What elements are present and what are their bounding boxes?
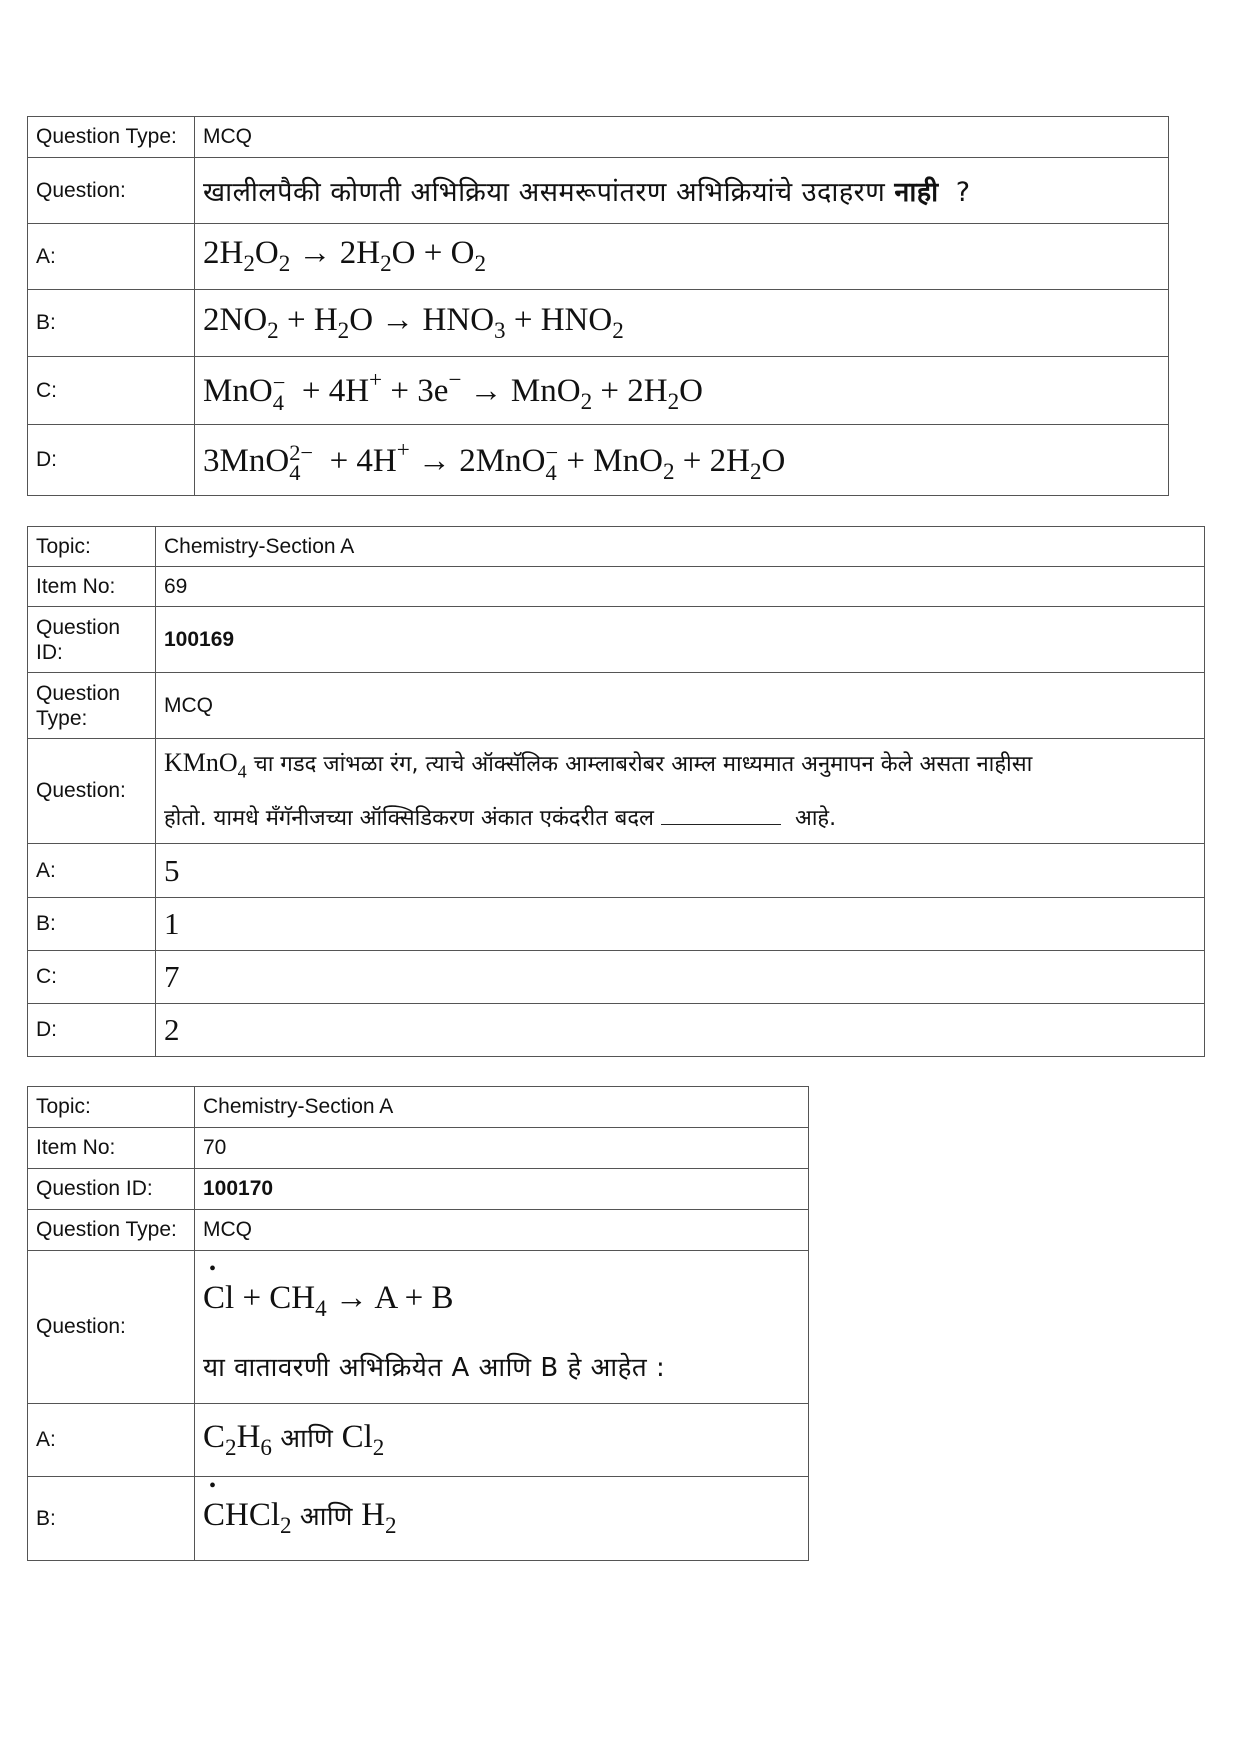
option-d-label: D: [28,425,195,496]
question-label: Question: [28,739,156,844]
topic-label: Topic: [28,527,156,567]
item-no-value: 69 [156,567,1205,607]
question-type-value: MCQ [195,1210,809,1251]
question-type-label: Question Type: [28,673,156,739]
option-a-value: 5 [156,844,1205,898]
option-b-value: 1 [156,898,1205,951]
option-d-label: D: [28,1004,156,1057]
option-a-label: A: [28,844,156,898]
option-a-label: A: [28,1404,195,1477]
question-id-value: 100169 [156,607,1205,673]
question-id-label: Question ID: [28,1169,195,1210]
option-b-label: B: [28,1477,195,1561]
topic-value: Chemistry-Section A [195,1087,809,1128]
question-table-1 [27,116,1169,496]
option-b-label: B: [28,290,195,357]
question-text: खालीलपैकी कोणती अभिक्रिया असमरूपांतरण अभिक्रियांचे उदाहरण नाही ? [195,158,1169,224]
question-equation: • $Cl + CH_4 \to A + B$ [203,1280,800,1322]
topic-value: Chemistry-Section A [156,527,1205,567]
question-type-value: MCQ [195,117,1169,158]
option-c-equation: MnO − 4 + $4H^+ + 3e^- \to MnO_2 + 2H_2O$ [195,357,1169,425]
question-type-value: MCQ [156,673,1205,739]
option-d-value: 2 [156,1004,1205,1057]
item-no-label: Item No: [28,567,156,607]
option-b-equation: • CHCl$_2$ आणि $H_2$ [195,1477,809,1561]
item-no-value: 70 [195,1128,809,1169]
option-c-label: C: [28,951,156,1004]
option-a-equation: $C_2H_6$ आणि $Cl_2$ [195,1404,809,1477]
question-content [195,1251,809,1404]
option-b-label: B: [28,898,156,951]
option-b-equation: $2NO_2 + H_2O \to HNO_3 + HNO_2$ [195,290,1169,357]
question-text: KMnO$_4$ चा गडद जांभळा रंग, त्याचे ऑक्सॅलिक आम्लाबरोबर आम्ल माध्यमात अनुमापन केले असता नाहीसा होतो. यामधे मँगॅनीजच्या ऑक्सिडिकरण अंकात एकंदरीत बदल आहे. [156,739,1205,844]
question-type-label: Question Type: [28,1210,195,1251]
question-type-label: Question Type: [28,117,195,158]
topic-label: Topic: [28,1087,195,1128]
question-text: या वातावरणी अभिक्रियेत A आणि B हे आहेत : [203,1353,666,1384]
item-no-label: Item No: [28,1128,195,1169]
option-c-label: C: [28,357,195,425]
question-table-2 [27,526,1205,1057]
question-label: Question: [28,1251,195,1404]
question-table-3 [27,1086,809,1561]
option-a-equation: $2H_2O_2 \to 2H_2O + O_2$ [195,224,1169,290]
question-id-label: Question ID: [28,607,156,673]
option-a-label: A: [28,224,195,290]
option-c-value: 7 [156,951,1205,1004]
option-d-equation: 3MnO 2− 4 + 4H+ → 2MnO − 4 + $MnO_2 + 2H_2O$ [195,425,1169,496]
answer-blank [661,824,781,825]
question-label: Question: [28,158,195,224]
question-id-value: 100170 [195,1169,809,1210]
